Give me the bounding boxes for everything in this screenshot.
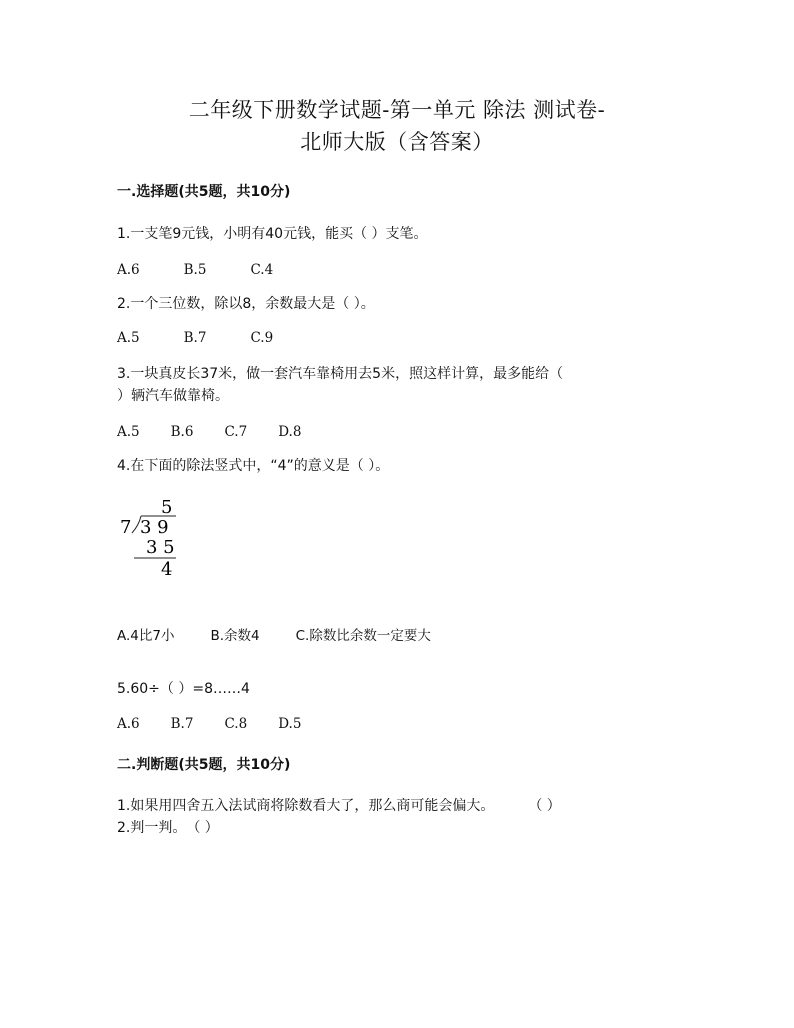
option-a[interactable]: A.6 [117, 716, 140, 732]
division-product: 3 5 [146, 537, 175, 558]
question-1-options [117, 262, 317, 278]
page-title-line1: 二年级下册数学试题-第一单元 除法 测试卷- [188, 98, 606, 122]
question-5-options [117, 716, 332, 732]
option-a[interactable]: A.6 [117, 262, 140, 278]
option-a[interactable]: A.5 [117, 424, 140, 440]
question-1-text: 1.一支笔9元钱，小明有40元钱，能买（ ）支笔。 [117, 226, 428, 242]
tf-question-1 [117, 794, 561, 818]
tf-question-1-text: 1.如果用四舍五入法试商将除数看大了，那么商可能会偏大。 [117, 798, 495, 814]
tf-question-1-answer-bracket[interactable]: （ ） [528, 798, 561, 814]
tf-question-2-answer-bracket[interactable]: （ ） [186, 820, 219, 836]
section-heading-judgement: 二.判断题(共5题，共10分) [117, 757, 291, 773]
option-b[interactable]: B.7 [183, 330, 207, 346]
option-c[interactable]: C.8 [224, 716, 248, 732]
division-quotient: 5 [161, 497, 173, 518]
option-d[interactable]: D.5 [278, 716, 302, 732]
option-d[interactable]: D.8 [278, 424, 302, 440]
long-division-figure [110, 495, 200, 585]
tf-question-2 [117, 816, 219, 840]
division-divisor: 7 [120, 517, 132, 538]
division-remainder: 4 [161, 559, 173, 580]
question-2-options [117, 330, 317, 346]
option-c[interactable]: C.9 [250, 330, 274, 346]
option-a[interactable]: A.4比7小 [117, 628, 175, 644]
question-2-text: 2.一个三位数，除以8，余数最大是（ ）。 [117, 296, 375, 312]
division-dividend: 3 9 [140, 517, 169, 538]
option-b[interactable]: B.5 [183, 262, 207, 278]
tf-question-2-text: 2.判一判。 [117, 820, 187, 836]
option-b[interactable]: B.7 [170, 716, 194, 732]
question-3-options [117, 424, 332, 440]
section-heading-choice: 一.选择题(共5题，共10分) [117, 184, 291, 200]
question-4-options [117, 624, 467, 644]
option-b[interactable]: B.余数4 [210, 628, 260, 644]
question-4-text: 4.在下面的除法竖式中，“4”的意义是（ ）。 [117, 458, 390, 474]
question-5-text: 5.60÷（ ）=8……4 [117, 681, 250, 697]
page-title-line2: 北师大版（含答案） [300, 130, 494, 154]
question-3-text-line1: 3.一块真皮长37米，做一套汽车靠椅用去5米，照这样计算，最多能给（ [117, 366, 564, 382]
option-c[interactable]: C.4 [250, 262, 274, 278]
option-c[interactable]: C.7 [224, 424, 248, 440]
option-a[interactable]: A.5 [117, 330, 140, 346]
option-c[interactable]: C.除数比余数一定要大 [295, 628, 431, 644]
question-3-text-line2: ）辆汽车做靠椅。 [117, 388, 229, 404]
long-division-svg [110, 495, 200, 585]
option-b[interactable]: B.6 [170, 424, 194, 440]
